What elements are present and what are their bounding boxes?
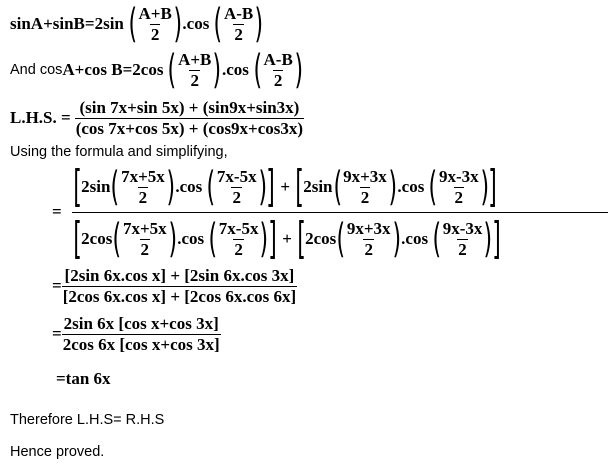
step1-fraction-bar [72,212,608,213]
step4-result: =tan 6x [56,369,111,388]
formula2-fraction-a-minus-b: $\frac{A-B}{2}$ [263,50,293,90]
step2: = $\frac{\text{[2sin 6x.cos x] + [2sin 6x.cos 3x]}}{\text{[2cos 6x.cos x] + [2cos 6x.cos 6x]}}$ [52,266,297,306]
formula1-lhs: sinA+sinB=2sin [10,14,124,33]
step3-fraction: $\frac{\text{2sin 6x [cos x+cos 3x]}}{\text{2cos 6x [cos x+cos 3x]}}$ [62,314,220,354]
using-formula-text: Using the formula and simplifying, [10,144,228,160]
formula2-prefix: And cos [10,62,63,78]
step1-numerator: [ 2sin ( $\frac{7x+5x}{2}$ ) .cos ( $\frac{7x-5x}{2}$ ) ] + [ 2sin ( $\frac{9x+3x}{2}$ ) .cos ( $\frac{9x-3x}{2}$ ) ] [73,161,498,212]
therefore-text: Therefore L.H.S= R.H.S [10,412,165,428]
lhs-label: L.H.S. = [10,108,71,127]
formula2-fraction-a-plus-b: $\frac{A+B}{2}$ [178,50,212,90]
step1-denominator: [ 2cos ( $\frac{7x+5x}{2}$ ) .cos ( $\frac{7x-5x}{2}$ ) ] + [ 2cos ( $\frac{9x+3x}{2}$ ) .cos ( $\frac{9x-3x}{2}$ ) ] [73,213,501,264]
sum-to-product-sine-formula: sinA+sinB=2sin ( $\frac{A+B}{2}$ ) .cos ( $\frac{A-B}{2}$ ) [10,1,264,47]
hence-proved-text: Hence proved. [10,444,105,460]
formula1-fraction-a-plus-b: $\frac{A+B}{2}$ [138,4,172,44]
lhs-definition [10,94,304,142]
step3: = $\frac{\text{2sin 6x [cos x+cos 3x]}}{\text{2cos 6x [cos x+cos 3x]}}$ [52,314,220,354]
lhs-fraction: $\frac{(\sin 7x+\sin 5x) + (\sin 9x+\sin 3x)}{(\cos 7x+\cos 5x) + (\cos 9x+\cos 3x)}$ [75,98,304,138]
formula1-fraction-a-minus-b: $\frac{A-B}{2}$ [223,4,254,44]
sum-to-product-cosine-formula: And cos A+cos B=2cos ( $\frac{A+B}{2}$ ) .cos ( $\frac{A-B}{2}$ ) [10,47,303,93]
step1-equals: = [52,202,62,221]
step2-fraction: $\frac{\text{[2sin 6x.cos x] + [2sin 6x.cos 3x]}}{\text{[2cos 6x.cos x] + [2cos 6x.cos 6x]}}$ [62,266,297,306]
